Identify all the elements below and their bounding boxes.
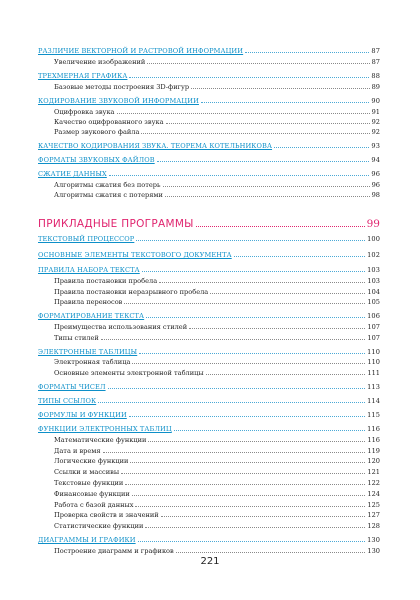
entry-title: ОСНОВНЫЕ ЭЛЕМЕНТЫ ТЕКСТОВОГО ДОКУМЕНТА: [38, 251, 232, 259]
entry-title: Электронная таблица: [54, 358, 131, 366]
entry-title: Математические функции: [54, 436, 147, 444]
toc-subsection-entry[interactable]: [38, 465, 380, 476]
toc-subsection-entry[interactable]: [38, 320, 380, 331]
entry-page-number: 98: [371, 191, 380, 199]
entry-page-number: 87: [371, 47, 380, 55]
dot-leader: [210, 293, 365, 294]
entry-title: Финансовые функции: [54, 490, 130, 498]
entry-page-number: 127: [367, 511, 380, 519]
dot-leader: [157, 161, 370, 162]
entry-page-number: 111: [367, 369, 380, 377]
page-number-footer: 221: [200, 556, 220, 567]
entry-title: ДИАГРАММЫ И ГРАФИКИ: [38, 536, 136, 544]
dot-leader: [245, 52, 369, 53]
entry-page-number: 110: [367, 348, 380, 356]
entry-page-number: 92: [371, 118, 380, 126]
toc-section-entry[interactable]: [38, 263, 380, 274]
entry-page-number: 119: [367, 447, 380, 455]
dot-leader: [166, 123, 370, 124]
chapter-title: ПРИКЛАДНЫЕ ПРОГРАММЫ: [38, 218, 194, 230]
dot-leader: [129, 77, 369, 78]
entry-title: ТЕКСТОВЫЙ ПРОЦЕССОР: [38, 235, 135, 243]
toc-subsection-entry[interactable]: [38, 454, 380, 465]
toc-subsection-entry[interactable]: [38, 80, 380, 91]
entry-page-number: 110: [367, 358, 380, 366]
entry-page-number: 96: [371, 170, 380, 178]
entry-page-number: 102: [367, 251, 380, 259]
toc-subsection-entry[interactable]: [38, 476, 380, 487]
toc-section-entry[interactable]: [38, 139, 380, 150]
toc-section-entry[interactable]: [38, 167, 380, 178]
entry-title: КОДИРОВАНИЕ ЗВУКОВОЙ ИНФОРМАЦИИ: [38, 97, 199, 105]
entry-title: ФОРМАТЫ ЧИСЕЛ: [38, 383, 106, 391]
entry-page-number: 94: [371, 156, 380, 164]
entry-page-number: 89: [371, 83, 380, 91]
entry-page-number: 104: [367, 288, 380, 296]
entry-page-number: 114: [367, 397, 380, 405]
entry-page-number: 130: [367, 547, 380, 555]
entry-page-number: 103: [367, 266, 380, 274]
toc-section-entry[interactable]: [38, 232, 380, 243]
entry-page-number: 121: [367, 468, 380, 476]
toc-subsection-entry[interactable]: [38, 55, 380, 66]
dot-leader: [132, 495, 366, 496]
toc-section-entry[interactable]: [38, 94, 380, 105]
entry-page-number: 106: [367, 312, 380, 320]
dot-leader: [163, 186, 370, 187]
entry-page-number: 122: [367, 479, 380, 487]
entry-page-number: 130: [367, 536, 380, 544]
entry-title: Логические функции: [54, 457, 129, 465]
entry-title: ФОРМУЛЫ И ФУНКЦИИ: [38, 411, 127, 419]
entry-title: Дата и время: [54, 447, 101, 455]
dot-leader: [141, 133, 369, 134]
entry-page-number: 116: [367, 436, 380, 444]
toc-section-entry[interactable]: [38, 248, 380, 259]
entry-title: Правила постановки пробела: [54, 277, 158, 285]
entry-title: Правила переносов: [54, 298, 123, 306]
toc-subsection-entry[interactable]: [38, 125, 380, 136]
toc-subsection-entry[interactable]: [38, 355, 380, 366]
toc-subsection-entry[interactable]: [38, 331, 380, 342]
entry-title: КАЧЕСТВО КОДИРОВАНИЯ ЗВУКА. ТЕОРЕМА КОТЕЛЬНИКОВА: [38, 142, 273, 150]
dot-leader: [142, 271, 365, 272]
toc-subsection-entry[interactable]: [38, 366, 380, 377]
entry-title: ФОРМАТЫ ЗВУКОВЫХ ФАЙЛОВ: [38, 156, 155, 164]
dot-leader: [145, 527, 365, 528]
entry-title: РАЗЛИЧИЕ ВЕКТОРНОЙ И РАСТРОВОЙ ИНФОРМАЦИИ: [38, 47, 244, 55]
toc-subsection-entry[interactable]: [38, 188, 380, 199]
dot-leader: [136, 240, 365, 241]
toc-subsection-entry[interactable]: [38, 295, 380, 306]
entry-title: ФУНКЦИИ ЭЛЕКТРОННЫХ ТАБЛИЦ: [38, 425, 172, 433]
dot-leader: [165, 196, 370, 197]
entry-page-number: 107: [367, 323, 380, 331]
entry-title: Алгоритмы сжатия без потерь: [54, 181, 161, 189]
chapter-heading[interactable]: [38, 216, 380, 230]
entry-page-number: 116: [367, 425, 380, 433]
dot-leader: [138, 541, 366, 542]
entry-title: ПРАВИЛА НАБОРА ТЕКСТА: [38, 266, 140, 274]
dot-leader: [201, 102, 369, 103]
entry-page-number: 103: [367, 277, 380, 285]
dot-leader: [159, 282, 365, 283]
entry-title: Проверка свойств и значений: [54, 511, 159, 519]
dot-leader: [196, 226, 365, 227]
dot-leader: [206, 374, 366, 375]
dot-leader: [121, 473, 365, 474]
entry-title: ТИПЫ ССЫЛОК: [38, 397, 97, 405]
entry-page-number: 113: [367, 383, 380, 391]
entry-title: Основные элементы электронной таблицы: [54, 369, 204, 377]
dot-leader: [191, 88, 369, 89]
entry-title: Преимущества использования стилей: [54, 323, 188, 331]
entry-title: Увеличение изображений: [54, 58, 146, 66]
dot-leader: [174, 430, 365, 431]
toc-section-entry[interactable]: [38, 380, 380, 391]
toc-subsection-entry[interactable]: [38, 508, 380, 519]
dot-leader: [147, 63, 369, 64]
dot-leader: [234, 256, 365, 257]
entry-title: ЭЛЕКТРОННЫЕ ТАБЛИЦЫ: [38, 348, 138, 356]
entry-page-number: 125: [367, 501, 380, 509]
entry-page-number: 88: [371, 72, 380, 80]
entry-title: Алгоритмы сжатия с потерями: [54, 191, 163, 199]
entry-title: ТРЕХМЕРНАЯ ГРАФИКА: [38, 72, 128, 80]
entry-title: Текстовые функции: [54, 479, 124, 487]
entry-title: Размер звукового файла: [54, 128, 140, 136]
entry-page-number: 96: [371, 181, 380, 189]
dot-leader: [117, 113, 370, 114]
entry-page-number: 128: [367, 522, 380, 530]
dot-leader: [139, 353, 365, 354]
dot-leader: [176, 552, 366, 553]
chapter-page-number: 99: [366, 218, 380, 230]
toc-section-entry[interactable]: [38, 422, 380, 433]
entry-page-number: 92: [371, 128, 380, 136]
entry-page-number: 90: [371, 97, 380, 105]
dot-leader: [98, 402, 365, 403]
dot-leader: [146, 317, 365, 318]
dot-leader: [109, 175, 370, 176]
dot-leader: [135, 506, 365, 507]
dot-leader: [161, 516, 366, 517]
entry-title: Базовые методы построения 3D-фигур: [54, 83, 190, 91]
dot-leader: [148, 441, 365, 442]
dot-leader: [103, 452, 366, 453]
toc-section-entry[interactable]: [38, 44, 380, 55]
entry-title: Работа с базой данных: [54, 501, 134, 509]
entry-title: ФОРМАТИРОВАНИЕ ТЕКСТА: [38, 312, 145, 320]
entry-page-number: 93: [371, 142, 380, 150]
dot-leader: [108, 388, 366, 389]
dot-leader: [274, 147, 369, 148]
toc-section-entry[interactable]: [38, 408, 380, 419]
entry-page-number: 120: [367, 457, 380, 465]
dot-leader: [124, 303, 365, 304]
dot-leader: [132, 363, 365, 364]
entry-title: Правила постановки неразрывного пробела: [54, 288, 209, 296]
dot-leader: [101, 339, 366, 340]
toc-section-entry[interactable]: [38, 394, 380, 405]
entry-title: Типы стилей: [54, 334, 99, 342]
entry-page-number: 107: [367, 334, 380, 342]
entry-page-number: 115: [367, 411, 380, 419]
dot-leader: [129, 416, 365, 417]
entry-page-number: 124: [367, 490, 380, 498]
toc-section-entry[interactable]: [38, 153, 380, 164]
toc-subsection-entry[interactable]: [38, 487, 380, 498]
entry-page-number: 105: [367, 298, 380, 306]
toc-section-entry[interactable]: [38, 309, 380, 320]
toc-section-entry[interactable]: [38, 69, 380, 80]
toc-section-entry[interactable]: [38, 533, 380, 544]
entry-title: Статистические функции: [54, 522, 144, 530]
toc-subsection-entry[interactable]: [38, 519, 380, 530]
entry-title: Оцифровка звука: [54, 108, 115, 116]
toc-subsection-entry[interactable]: [38, 274, 380, 285]
entry-title: Построение диаграмм и графиков: [54, 547, 174, 555]
entry-title: СЖАТИЕ ДАННЫХ: [38, 170, 107, 178]
toc-subsection-entry[interactable]: [38, 433, 380, 444]
entry-page-number: 100: [367, 235, 380, 243]
dot-leader: [189, 328, 365, 329]
entry-title: Ссылки и массивы: [54, 468, 120, 476]
dot-leader: [130, 462, 365, 463]
entry-page-number: 91: [371, 108, 380, 116]
dot-leader: [125, 484, 365, 485]
toc-subsection-entry[interactable]: [38, 544, 380, 555]
entry-page-number: 87: [371, 58, 380, 66]
entry-title: Качество оцифрованного звука: [54, 118, 164, 126]
